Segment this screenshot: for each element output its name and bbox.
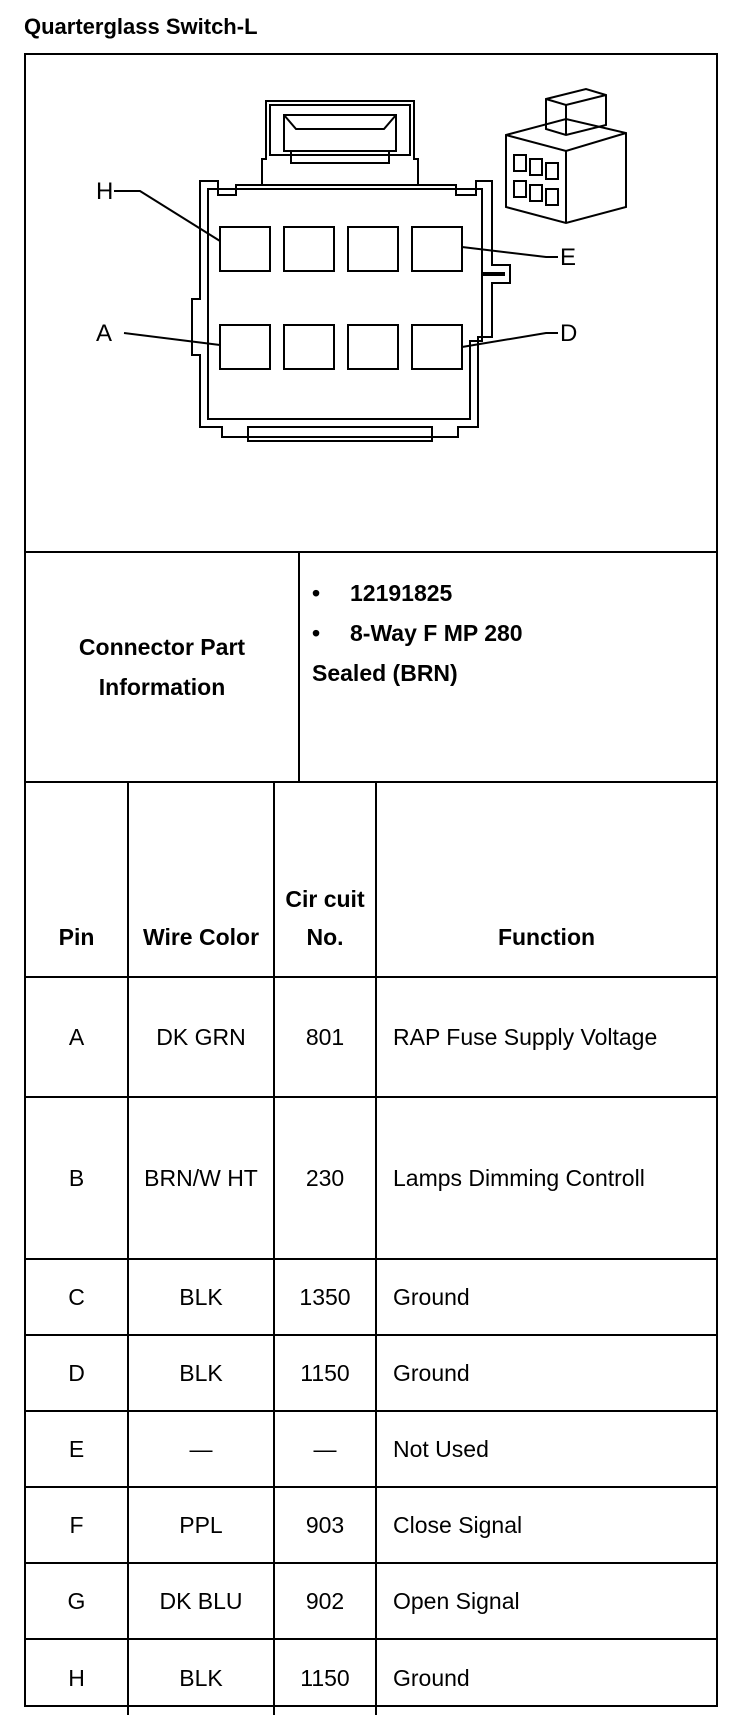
table-row [26,977,716,1097]
circuit-cell: 1150 [274,1335,376,1411]
wire-color-cell: — [128,1411,274,1487]
function-cell: Ground [376,1335,716,1411]
pin-cell: F [26,1487,128,1563]
table-header-row [26,783,716,977]
page-title: Quarterglass Switch-L [24,14,258,39]
pin-cell: D [26,1335,128,1411]
function-cell: Open Signal [376,1563,716,1639]
header-circuit: Cir cuit No. [274,783,376,977]
wire-color-cell: BRN/W HT [128,1097,274,1259]
connector-info-values [312,573,523,693]
function-cell: Ground [393,1664,470,1691]
wire-color-cell: BLK [128,1639,274,1715]
pin-label-a: A [96,320,113,347]
connector-icon [506,89,626,223]
header-function: Function [376,783,716,977]
circuit-cell: 801 [274,977,376,1097]
connector-info-label-text: Connector Part Information [78,634,246,700]
header-pin: Pin [26,783,128,977]
pin-label-h: H [96,178,114,205]
circuit-cell: 1350 [274,1259,376,1335]
function-cell: Not Used [376,1411,716,1487]
description-line [312,613,523,653]
pin-cell: C [26,1259,128,1335]
table-row [26,1097,716,1259]
wire-color-cell: PPL [128,1487,274,1563]
circuit-cell: — [274,1411,376,1487]
bullet-dot: • [312,580,321,606]
connector-diagram [26,55,716,553]
table-row [26,1563,716,1639]
table-row [26,1639,716,1715]
part-number-line [312,573,523,613]
pin-label-d: D [560,320,578,347]
circuit-cell: 903 [274,1487,376,1563]
part-number: 12191825 [350,580,453,606]
connector-face-drawing [26,55,716,551]
wire-color-cell: DK GRN [128,977,274,1097]
function-cell: RAP Fuse Supply Voltage [376,977,716,1097]
connector-description: 8-Way F MP 280 [350,620,523,646]
connector-card [24,53,718,1707]
wire-color-cell: BLK [128,1259,274,1335]
pin-cell: H [26,1639,128,1715]
header-wire-color: Wire Color [128,783,274,977]
function-cell: Close Signal [376,1487,716,1563]
table-row [26,1411,716,1487]
table-row [26,1487,716,1563]
pin-cell: G [26,1563,128,1639]
pinout-table [26,783,716,1715]
connector-info-label [26,553,300,781]
circuit-cell: 902 [274,1563,376,1639]
table-row [26,1335,716,1411]
pin-cell: B [26,1097,128,1259]
function-cell: Ground [376,1259,716,1335]
function-cell: Lamps Dimming Controll [376,1097,716,1259]
wire-color-cell: BLK [128,1335,274,1411]
connector-seal: Sealed (BRN) [312,660,458,686]
wire-color-cell: DK BLU [128,1563,274,1639]
pin-cell: A [26,977,128,1097]
connector-part-info [26,553,716,783]
table-row [26,1259,716,1335]
circuit-cell: 230 [274,1097,376,1259]
pin-label-e: E [560,244,577,271]
pin-cell: E [26,1411,128,1487]
circuit-cell: 1150 [274,1639,376,1715]
bullet-dot: • [312,620,321,646]
